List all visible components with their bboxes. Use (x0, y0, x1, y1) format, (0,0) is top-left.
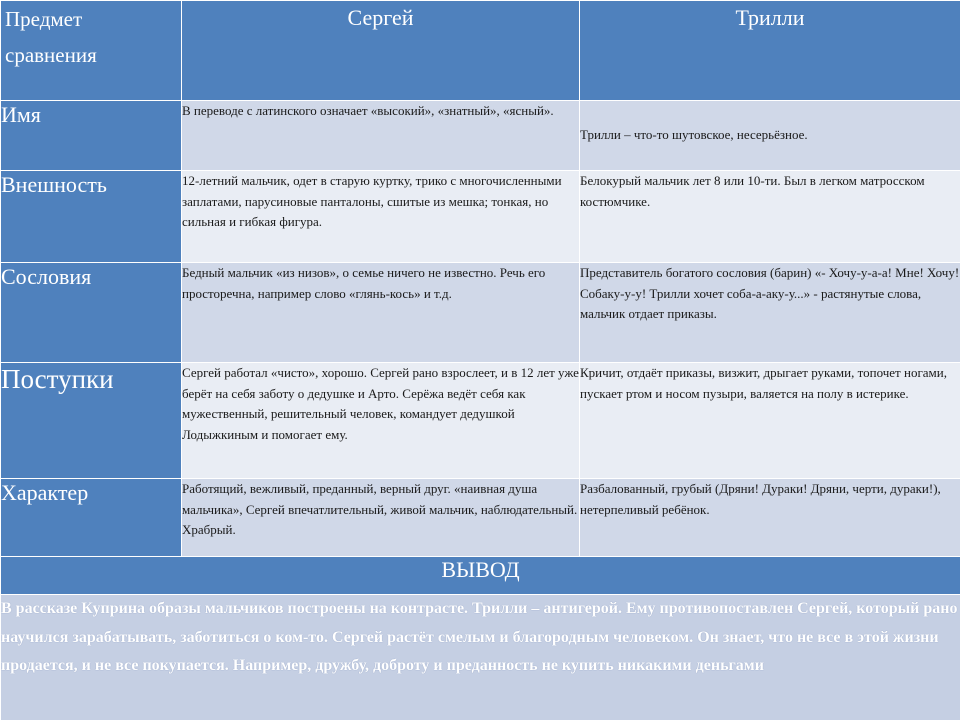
cell-trilli-character: Разбалованный, грубый (Дряни! Дураки! Дряни, черти, дураки!), нетерпеливый ребёнок. (580, 479, 960, 557)
cell-sergey-character: Работящий, вежливый, преданный, верный друг. «наивная душа мальчика», Сергей впечатлительный, живой мальчик, наблюдательный. Храбрый. (182, 479, 580, 557)
header-sergey: Сергей (182, 1, 580, 101)
header-subject: Предмет сравнения (1, 1, 182, 101)
cell-sergey-estate: Бедный мальчик «из низов», о семье ничего не известно. Речь его просторечна, например слово «глянь-кось» и т.д. (182, 263, 580, 363)
cell-trilli-actions: Кричит, отдаёт приказы, визжит, дрыгает руками, топочет ногами, пускает ртом и носом пузыри, валяется на полу в истерике. (580, 363, 960, 479)
header-trilli: Трилли (580, 1, 960, 101)
conclusion-title: ВЫВОД (1, 557, 960, 595)
row-label-estate: Сословия (1, 263, 182, 363)
table-row (1, 171, 960, 263)
table-row (1, 263, 960, 363)
table-row (1, 479, 960, 557)
cell-sergey-name: В переводе с латинского означает «высокий», «знатный», «ясный». (182, 101, 580, 171)
cell-trilli-estate: Представитель богатого сословия (барин) «- Хочу-у-а-а! Мне! Хочу! Собаку-у-у! Трилли хочет соба-а-аку-у...» - растянутые слова, мальчик отдает приказы. (580, 263, 960, 363)
table-row (1, 101, 960, 171)
cell-trilli-name: Трилли – что-то шутовское, несерьёзное. (580, 101, 960, 171)
conclusion-header-row (1, 557, 960, 595)
row-label-name: Имя (1, 101, 182, 171)
row-label-appearance: Внешность (1, 171, 182, 263)
cell-sergey-appearance: 12-летний мальчик, одет в старую куртку, трико с многочисленными заплатами, парусиновые панталоны, сшитые из мешка; тонкая, но сильная и гибкая фигура. (182, 171, 580, 263)
cell-sergey-actions: Сергей работал «чисто», хорошо. Сергей рано взрослеет, и в 12 лет уже берёт на себя заботу о дедушке и Арто. Серёжа ведёт себя как мужественный, решительный человек, командует дедушкой Лодыжкиным и помогает ему. (182, 363, 580, 479)
row-label-actions: Поступки (1, 363, 182, 479)
cell-trilli-appearance: Белокурый мальчик лет 8 или 10-ти. Был в легком матросском костюмчике. (580, 171, 960, 263)
conclusion-row (1, 595, 960, 721)
row-label-character: Характер (1, 479, 182, 557)
header-row (1, 1, 960, 101)
table-row (1, 363, 960, 479)
conclusion-text: В рассказе Куприна образы мальчиков построены на контрасте. Трилли – антигерой. Ему противопоставлен Сергей, который рано научился зарабатывать, заботиться о ком-то. Сергей растёт смелым и благородным человеком. Он знает, что не все в этой жизни продается, и не все покупается. Например, дружбу, доброту и преданность не купить никакими деньгами (1, 595, 960, 721)
